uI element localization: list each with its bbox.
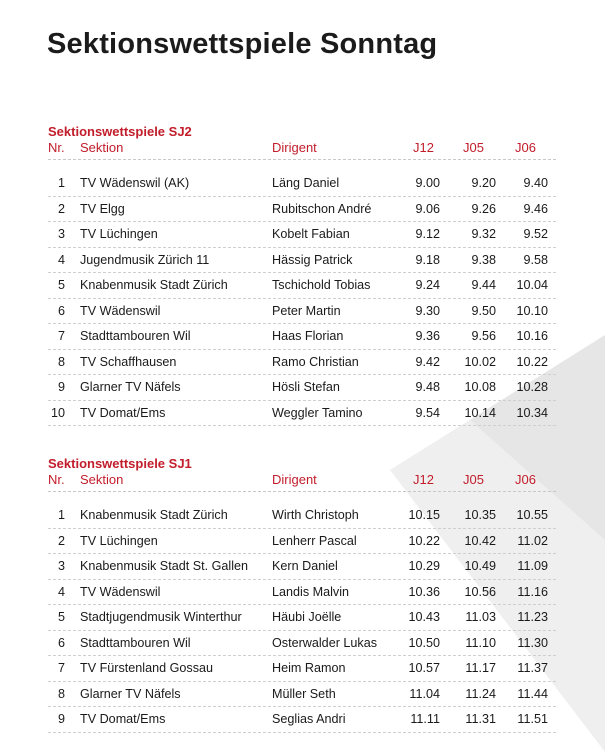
row-time-j05: 10.42 <box>464 533 496 548</box>
row-time-j05: 10.35 <box>464 508 496 522</box>
header-sektion: Sektion <box>80 472 124 487</box>
row-sektion: TV Fürstenland Gossau <box>80 661 213 675</box>
table-row <box>48 580 556 606</box>
row-dirigent: Hässig Patrick <box>272 252 353 267</box>
row-time-j05: 11.31 <box>465 712 496 726</box>
table-header <box>48 472 556 489</box>
row-number: 7 <box>57 329 65 343</box>
section-sj2 <box>48 124 556 426</box>
row-time-j05: 9.38 <box>471 252 496 267</box>
row-time-j06: 9.40 <box>523 176 548 190</box>
row-dirigent: Haas Florian <box>272 329 344 343</box>
row-dirigent: Lenherr Pascal <box>272 533 357 548</box>
row-time-j12: 10.22 <box>408 533 440 548</box>
row-time-j12: 9.48 <box>415 380 440 394</box>
row-sektion: Stadttambouren Wil <box>80 329 191 343</box>
table-row <box>48 503 556 529</box>
row-number: 7 <box>57 661 65 675</box>
row-time-j06: 11.30 <box>517 635 548 650</box>
table-row <box>48 529 556 555</box>
table-body <box>48 171 556 426</box>
header-divider <box>48 159 556 160</box>
row-time-j12: 9.24 <box>415 278 440 292</box>
row-dirigent: Häubi Joëlle <box>272 610 342 624</box>
row-sektion: Jugendmusik Zürich 11 <box>80 252 210 267</box>
row-sektion: TV Lüchingen <box>80 533 158 548</box>
row-time-j06: 11.44 <box>517 686 548 701</box>
table-row <box>48 682 556 708</box>
table-row <box>48 222 556 248</box>
row-dirigent: Ramo Christian <box>272 354 359 369</box>
row-time-j06: 11.09 <box>517 559 548 573</box>
row-time-j06: 10.04 <box>516 278 548 292</box>
row-sektion: TV Schaffhausen <box>80 354 177 369</box>
row-sektion: Knabenmusik Stadt Zürich <box>80 278 228 292</box>
header-j06: J06 <box>515 140 536 155</box>
page-title: Sektionswettspiele Sonntag <box>47 28 438 60</box>
header-nr: Nr. <box>48 472 65 487</box>
row-time-j12: 9.54 <box>415 405 440 420</box>
row-time-j06: 11.16 <box>517 584 548 599</box>
row-time-j12: 10.57 <box>408 661 440 675</box>
table-row <box>48 631 556 657</box>
row-time-j05: 9.32 <box>471 227 496 241</box>
row-sektion: Stadttambouren Wil <box>80 635 191 650</box>
row-dirigent: Rubitschon André <box>272 201 372 216</box>
row-time-j12: 11.04 <box>409 686 440 701</box>
row-sektion: TV Elgg <box>80 201 125 216</box>
row-sektion: TV Wädenswil <box>80 584 161 599</box>
row-time-j06: 10.34 <box>516 405 548 420</box>
header-j05: J05 <box>463 140 484 155</box>
table-row <box>48 350 556 376</box>
row-time-j12: 9.30 <box>415 303 440 318</box>
row-time-j06: 11.23 <box>517 610 548 624</box>
row-number: 1 <box>57 508 65 522</box>
row-time-j12: 10.36 <box>408 584 440 599</box>
row-time-j05: 9.20 <box>471 176 496 190</box>
row-number: 1 <box>57 176 65 190</box>
table-row <box>48 401 556 427</box>
row-time-j06: 11.02 <box>517 533 548 548</box>
row-number: 5 <box>57 610 65 624</box>
row-sektion: TV Domat/Ems <box>80 405 166 420</box>
table-row <box>48 656 556 682</box>
row-dirigent: Kern Daniel <box>272 559 338 573</box>
row-time-j05: 9.50 <box>471 303 496 318</box>
row-sektion: Stadtjugendmusik Winterthur <box>80 610 242 624</box>
table-row <box>48 707 556 733</box>
row-time-j12: 10.29 <box>408 559 440 573</box>
row-time-j06: 9.52 <box>523 227 548 241</box>
row-time-j06: 11.51 <box>517 712 548 726</box>
row-number: 3 <box>57 559 65 573</box>
row-time-j05: 10.56 <box>464 584 496 599</box>
header-j06: J06 <box>515 472 536 487</box>
section-title: Sektionswettspiele SJ2 <box>48 124 192 139</box>
row-time-j05: 10.02 <box>464 354 496 369</box>
table-row <box>48 248 556 274</box>
row-time-j05: 11.03 <box>465 610 496 624</box>
row-number: 10 <box>50 405 65 420</box>
row-time-j05: 9.56 <box>471 329 496 343</box>
row-dirigent: Osterwalder Lukas <box>272 635 377 650</box>
row-dirigent: Seglias Andri <box>272 712 346 726</box>
header-nr: Nr. <box>48 140 65 155</box>
row-dirigent: Heim Ramon <box>272 661 346 675</box>
row-number: 3 <box>57 227 65 241</box>
row-time-j05: 11.17 <box>465 661 496 675</box>
row-time-j05: 10.08 <box>464 380 496 394</box>
row-time-j06: 10.55 <box>516 508 548 522</box>
table-row <box>48 375 556 401</box>
row-number: 8 <box>57 686 65 701</box>
table-header <box>48 140 556 157</box>
row-dirigent: Müller Seth <box>272 686 336 701</box>
row-sektion: Knabenmusik Stadt St. Gallen <box>80 559 249 573</box>
header-j12: J12 <box>413 140 434 155</box>
row-sektion: TV Domat/Ems <box>80 712 166 726</box>
row-time-j12: 10.15 <box>408 508 440 522</box>
row-time-j05: 10.14 <box>464 405 496 420</box>
table-row <box>48 197 556 223</box>
row-number: 5 <box>57 278 65 292</box>
table-row <box>48 324 556 350</box>
row-time-j06: 11.37 <box>517 661 548 675</box>
table-row <box>48 273 556 299</box>
row-dirigent: Wirth Christoph <box>272 508 359 522</box>
table-row <box>48 299 556 325</box>
row-time-j05: 9.26 <box>471 201 496 216</box>
row-time-j05: 9.44 <box>471 278 496 292</box>
row-dirigent: Landis Malvin <box>272 584 350 599</box>
row-time-j12: 9.18 <box>415 252 440 267</box>
row-time-j12: 9.06 <box>415 201 440 216</box>
row-time-j12: 9.36 <box>415 329 440 343</box>
header-divider <box>48 491 556 492</box>
header-sektion: Sektion <box>80 140 124 155</box>
header-dirigent: Dirigent <box>272 472 317 487</box>
row-time-j05: 10.49 <box>464 559 496 573</box>
section-title: Sektionswettspiele SJ1 <box>48 456 192 471</box>
row-time-j06: 9.58 <box>523 252 548 267</box>
row-dirigent: Weggler Tamino <box>272 405 363 420</box>
row-time-j06: 10.16 <box>516 329 548 343</box>
row-sektion: TV Wädenswil <box>80 303 161 318</box>
row-number: 6 <box>57 303 65 318</box>
row-number: 2 <box>57 533 65 548</box>
table-row <box>48 605 556 631</box>
row-number: 8 <box>57 354 65 369</box>
row-number: 2 <box>57 201 65 216</box>
row-time-j05: 11.24 <box>465 686 496 701</box>
row-number: 4 <box>57 252 65 267</box>
header-j05: J05 <box>463 472 484 487</box>
row-sektion: Glarner TV Näfels <box>80 686 181 701</box>
row-sektion: Glarner TV Näfels <box>80 380 181 394</box>
row-dirigent: Kobelt Fabian <box>272 227 350 241</box>
section-sj1 <box>48 456 556 733</box>
row-time-j12: 9.00 <box>415 176 440 190</box>
header-dirigent: Dirigent <box>272 140 317 155</box>
row-dirigent: Peter Martin <box>272 303 341 318</box>
row-time-j06: 9.46 <box>523 201 548 216</box>
row-sektion: TV Lüchingen <box>80 227 158 241</box>
row-dirigent: Tschichold Tobias <box>272 278 371 292</box>
table-row <box>48 171 556 197</box>
row-time-j05: 11.10 <box>465 635 496 650</box>
row-time-j12: 10.43 <box>408 610 440 624</box>
row-time-j12: 11.11 <box>410 712 440 726</box>
header-j12: J12 <box>413 472 434 487</box>
row-time-j06: 10.22 <box>516 354 548 369</box>
row-number: 6 <box>57 635 65 650</box>
table-row <box>48 554 556 580</box>
row-dirigent: Hösli Stefan <box>272 380 340 394</box>
row-number: 4 <box>57 584 65 599</box>
row-time-j12: 10.50 <box>408 635 440 650</box>
row-sektion: Knabenmusik Stadt Zürich <box>80 508 228 522</box>
row-number: 9 <box>57 380 65 394</box>
row-sektion: TV Wädenswil (AK) <box>80 176 190 190</box>
row-dirigent: Läng Daniel <box>272 176 340 190</box>
row-time-j12: 9.42 <box>415 354 440 369</box>
row-number: 9 <box>57 712 65 726</box>
table-body <box>48 503 556 733</box>
row-time-j06: 10.28 <box>516 380 548 394</box>
row-time-j12: 9.12 <box>415 227 440 241</box>
row-time-j06: 10.10 <box>516 303 548 318</box>
